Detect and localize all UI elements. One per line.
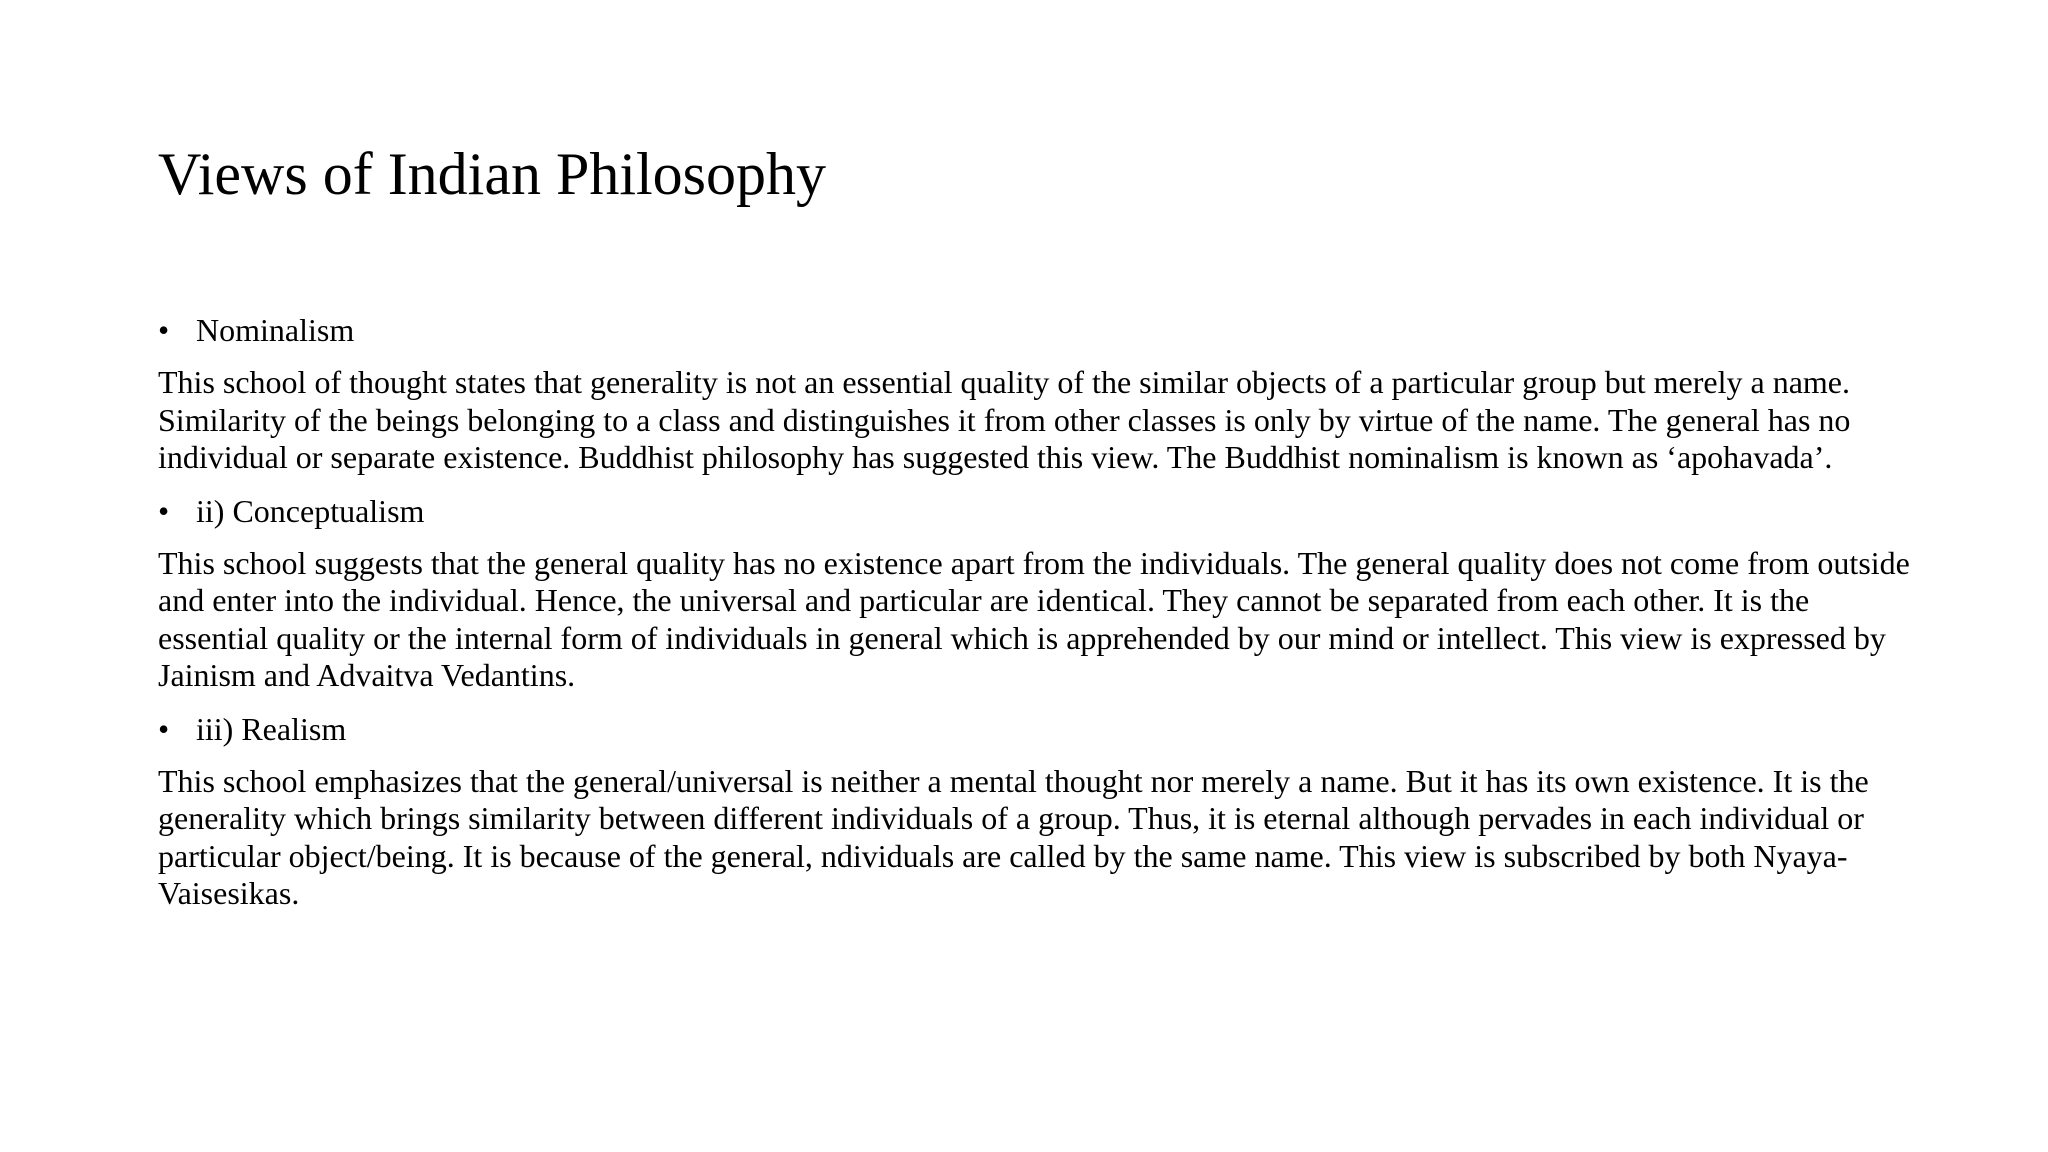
slide-title: Views of Indian Philosophy	[158, 141, 827, 207]
bullet-conceptualism	[158, 491, 1920, 531]
bullet-nominalism	[158, 310, 1920, 350]
bullet-realism	[158, 709, 1920, 749]
paragraph-nominalism: This school of thought states that generality is not an essential quality of the similar objects of a particular group but merely a name. Similarity of the beings belonging to a class and distinguishes it from other classes is only by virtue of the name. The general has no individual or separate existence. Buddhist philosophy has suggested this view. The Buddhist nominalism is known as ‘apohavada’.	[158, 364, 1851, 475]
bullet-marker: •	[158, 710, 170, 747]
slide-content	[158, 310, 1920, 927]
bullet-marker: •	[158, 492, 170, 529]
bullet-marker: •	[158, 312, 170, 348]
bullet-label: ii) Conceptualism	[196, 492, 425, 529]
bullet-label: iii) Realism	[196, 710, 347, 747]
paragraph-realism: This school emphasizes that the general/universal is neither a mental thought nor merely a name. But it has its own existence. It is the generality which brings similarity between different individuals of a group. Thus, it is eternal although pervades in each individual or particular object/being. It is because of the general, ndividuals are called by the same name. This view is subscribed by both Nyaya-Vaisesikas.	[158, 762, 1869, 911]
bullet-label: Nominalism	[196, 312, 355, 348]
paragraph-conceptualism: This school suggests that the general quality has no existence apart from the individuals. The general quality does not come from outside and enter into the individual. Hence, the universal and particular are identical. They cannot be separated from each other. It is the essential quality or the internal form of individuals in general which is apprehended by our mind or intellect. This view is expressed by Jainism and Advaitva Vedantins.	[158, 544, 1910, 693]
